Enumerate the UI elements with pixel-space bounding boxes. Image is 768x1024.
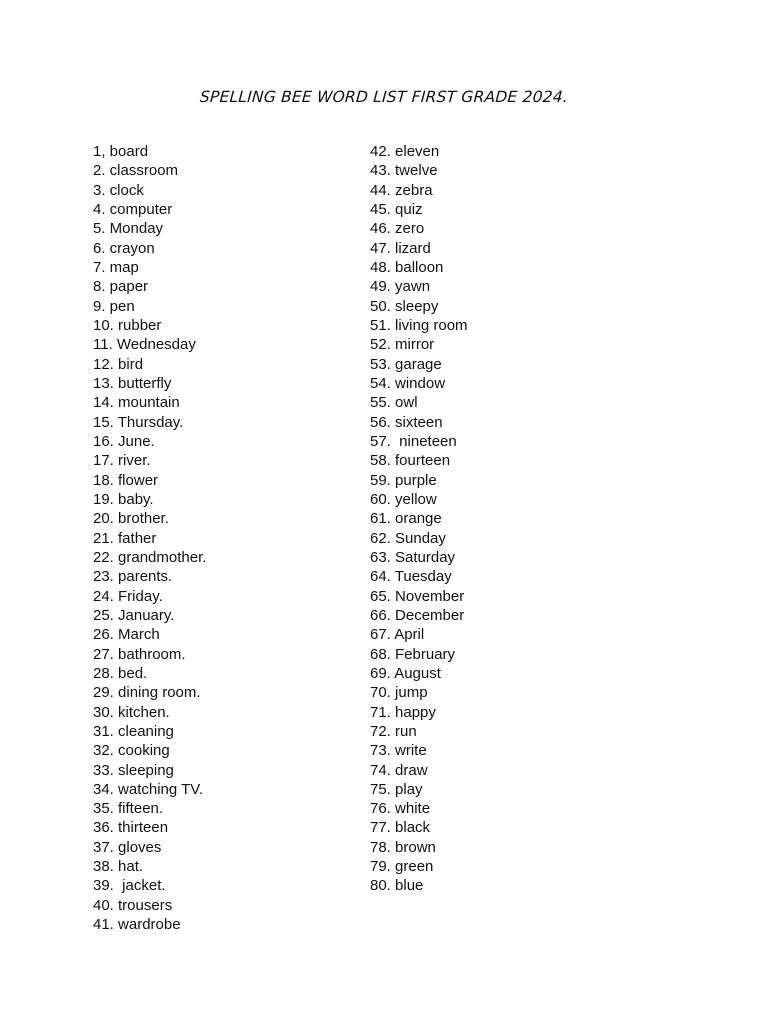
word-list-item: 42. eleven: [370, 143, 440, 160]
word-list-item: 14. mountain: [93, 394, 180, 412]
word-list-item: 16. June.: [93, 432, 155, 450]
word-list-item: 71. happy: [370, 703, 436, 721]
word-list-item: 27. bathroom.: [93, 645, 186, 663]
word-list-item: 32. cooking: [93, 742, 170, 760]
word-list-item: 9. pen: [93, 297, 135, 315]
word-list-item: 2. classroom: [93, 162, 179, 180]
word-list-item: 25. January.: [93, 606, 175, 624]
word-list-item: 66. December: [370, 606, 465, 624]
word-list-item: 33. sleeping: [93, 761, 174, 779]
word-list-item: 80. blue: [370, 877, 424, 895]
word-list-item: 67. April: [370, 626, 425, 644]
word-list-item: 60. yellow: [370, 490, 437, 508]
word-list-item: 26. March: [93, 626, 160, 644]
word-list-item: 1, board: [93, 143, 149, 160]
word-list-item: 39. jacket.: [93, 877, 166, 895]
word-list-item: 11. Wednesday: [93, 336, 196, 354]
word-list-item: 63. Saturday: [370, 548, 456, 566]
word-list-item: 44. zebra: [370, 181, 433, 199]
word-list-item: 29. dining room.: [93, 684, 201, 702]
word-list-item: 75. play: [370, 780, 423, 798]
word-list-item: 3. clock: [93, 181, 144, 199]
word-list-item: 70. jump: [370, 684, 428, 702]
word-list-item: 52. mirror: [370, 336, 435, 354]
word-list-item: 41. wardrobe: [93, 916, 181, 934]
word-list-item: 12. bird: [93, 355, 144, 373]
word-list-item: 34. watching TV.: [93, 780, 204, 798]
word-list-item: 77. black: [370, 819, 431, 837]
word-list-item: 22. grandmother.: [93, 548, 207, 566]
word-list-item: 15. Thursday.: [93, 413, 184, 431]
word-list-item: 8. paper: [93, 278, 149, 296]
word-list-item: 45. quiz: [370, 200, 423, 218]
word-list-item: 69. August: [370, 664, 441, 682]
word-list-item: 79. green: [370, 858, 434, 876]
word-list-item: 37. gloves: [93, 838, 162, 856]
word-list-item: 7. map: [93, 258, 139, 276]
word-list-item: 17. river.: [93, 452, 151, 470]
word-list-item: 74. draw: [370, 761, 428, 779]
word-list-item: 6. crayon: [93, 239, 155, 257]
word-list-item: 78. brown: [370, 838, 436, 856]
word-list-left-column: [93, 142, 206, 934]
word-list-item: 57. nineteen: [370, 432, 457, 450]
word-list-item: 31. cleaning: [93, 722, 174, 740]
word-list-item: 51. living room: [370, 316, 468, 334]
word-list-item: 18. flower: [93, 471, 159, 489]
word-list-item: 58. fourteen: [370, 452, 451, 470]
word-list-right-column: [370, 142, 468, 896]
word-list-item: 62. Sunday: [370, 529, 446, 547]
word-list-item: 35. fifteen.: [93, 800, 164, 818]
word-list-item: 30. kitchen.: [93, 703, 170, 721]
word-list-item: 24. Friday.: [93, 587, 163, 605]
word-list-item: 50. sleepy: [370, 297, 439, 315]
word-list-item: 28. bed.: [93, 664, 148, 682]
page-title: SPELLING BEE WORD LIST FIRST GRADE 2024.: [199, 88, 569, 106]
word-list-item: 47. lizard: [370, 239, 431, 257]
word-list-item: 68. February: [370, 645, 456, 663]
word-list-item: 43. twelve: [370, 162, 438, 180]
word-list-item: 36. thirteen: [93, 819, 169, 837]
word-list-item: 76. white: [370, 800, 431, 818]
word-list-item: 73. write: [370, 742, 427, 760]
word-list-item: 4. computer: [93, 200, 173, 218]
word-list-item: 48. balloon: [370, 258, 444, 276]
word-list-item: 72. run: [370, 722, 417, 740]
word-list-item: 21. father: [93, 529, 157, 547]
word-list-item: 56. sixteen: [370, 413, 443, 431]
word-list-item: 40. trousers: [93, 896, 173, 914]
word-list-item: 46. zero: [370, 220, 425, 238]
word-list-item: 49. yawn: [370, 278, 431, 296]
word-list-item: 20. brother.: [93, 510, 169, 528]
word-list-item: 13. butterfly: [93, 374, 172, 392]
word-list-item: 59. purple: [370, 471, 437, 489]
word-list-item: 5. Monday: [93, 220, 164, 238]
word-list-item: 65. November: [370, 587, 465, 605]
word-list-item: 10. rubber: [93, 316, 162, 334]
word-list-item: 55. owl: [370, 394, 418, 412]
word-list-item: 61. orange: [370, 510, 442, 528]
word-list-item: 19. baby.: [93, 490, 154, 508]
word-list-item: 54. window: [370, 374, 446, 392]
word-list-item: 64. Tuesday: [370, 568, 452, 586]
word-list-item: 53. garage: [370, 355, 442, 373]
word-list-item: 38. hat.: [93, 858, 144, 876]
word-list-item: 23. parents.: [93, 568, 173, 586]
